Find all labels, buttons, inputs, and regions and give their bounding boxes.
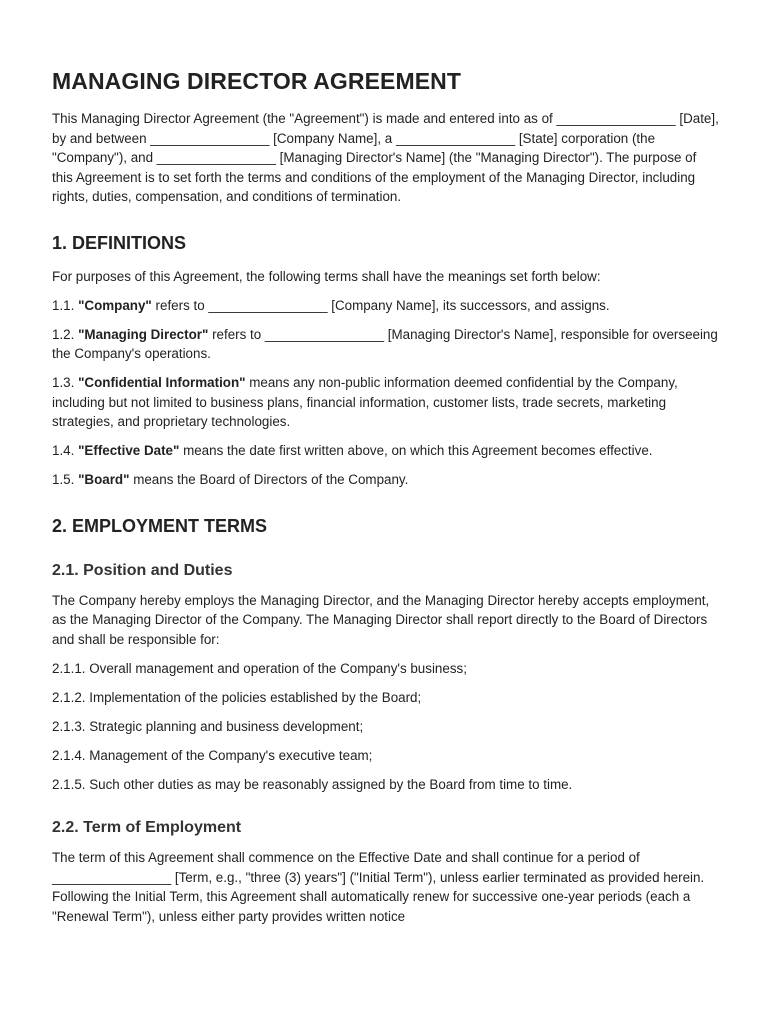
position-duties-lead: The Company hereby employs the Managing Director, and the Managing Director hereby accepts employment, as the Managing Director of the Company. The Managing Director shall report directly to the Board of Directors and shall be responsible for: — [52, 592, 710, 647]
duty-item: 2.1.3. Strategic planning and business development; — [52, 718, 364, 734]
duty-item: 2.1.5. Such other duties as may be reasonably assigned by the Board from time to time. — [52, 776, 573, 792]
definition-term: "Effective Date" — [78, 443, 180, 458]
section-heading-definitions: 1. DEFINITIONS — [52, 232, 187, 253]
definition-term: "Company" — [78, 297, 152, 313]
document-page — [52, 68, 720, 936]
definition-term: "Managing Director" — [78, 326, 209, 342]
definition-term: "Board" — [78, 472, 130, 487]
section-heading-employment-terms: 2. EMPLOYMENT TERMS — [52, 515, 268, 536]
intro-paragraph: This Managing Director Agreement (the "Agreement") is made and entered into as of ________________ [Date], by and between ________________ [Company Name], a ________________ [State] corporation (the "Company"), and ________________ [Managing Director's Name] (the "Managing Director"). The purpose of this Agreement is to set forth the terms and conditions of the employment of the Managing Director, including rights, duties, compensation, and conditions of termination. — [52, 111, 719, 204]
duty-item: 2.1.2. Implementation of the policies established by the Board; — [52, 689, 422, 705]
definition-item: 1.4. "Effective Date" means the date first written above, on which this Agreement becomes effective. — [52, 443, 653, 458]
definitions-lead: For purposes of this Agreement, the following terms shall have the meanings set forth below: — [52, 268, 601, 284]
subsection-heading-term-employment: 2.2. Term of Employment — [52, 819, 242, 836]
term-employment-paragraph: The term of this Agreement shall commence on the Effective Date and shall continue for a period of ________________ [Term, e.g., "three (3) years"] ("Initial Term"), unless earlier terminated as provided herein. Following the Initial Term, this Agreement shall automatically renew for successive one-year periods (each a "Renewal Term"), unless either party provides written notice — [52, 850, 705, 924]
duty-item: 2.1.4. Management of the Company's executive team; — [52, 747, 373, 763]
definition-item: 1.3. "Confidential Information" means any non-public information deemed confidential by the Company, including but not limited to business plans, financial information, customer lists, trade secrets, marketing strategies, and proprietary technologies. — [52, 375, 678, 429]
definition-term: "Confidential Information" — [78, 375, 246, 390]
definition-item: 1.5. "Board" means the Board of Directors of the Company. — [52, 472, 409, 487]
duty-item: 2.1.1. Overall management and operation of the Company's business; — [52, 660, 467, 676]
document-title: MANAGING DIRECTOR AGREEMENT — [52, 68, 462, 94]
subsection-heading-position-duties: 2.1. Position and Duties — [52, 561, 233, 579]
definition-item: 1.2. "Managing Director" refers to ________________ [Managing Director's Name], responsible for overseeing the Company's operations. — [52, 326, 718, 361]
definition-item: 1.1. "Company" refers to ________________ [Company Name], its successors, and assigns. — [52, 297, 610, 313]
